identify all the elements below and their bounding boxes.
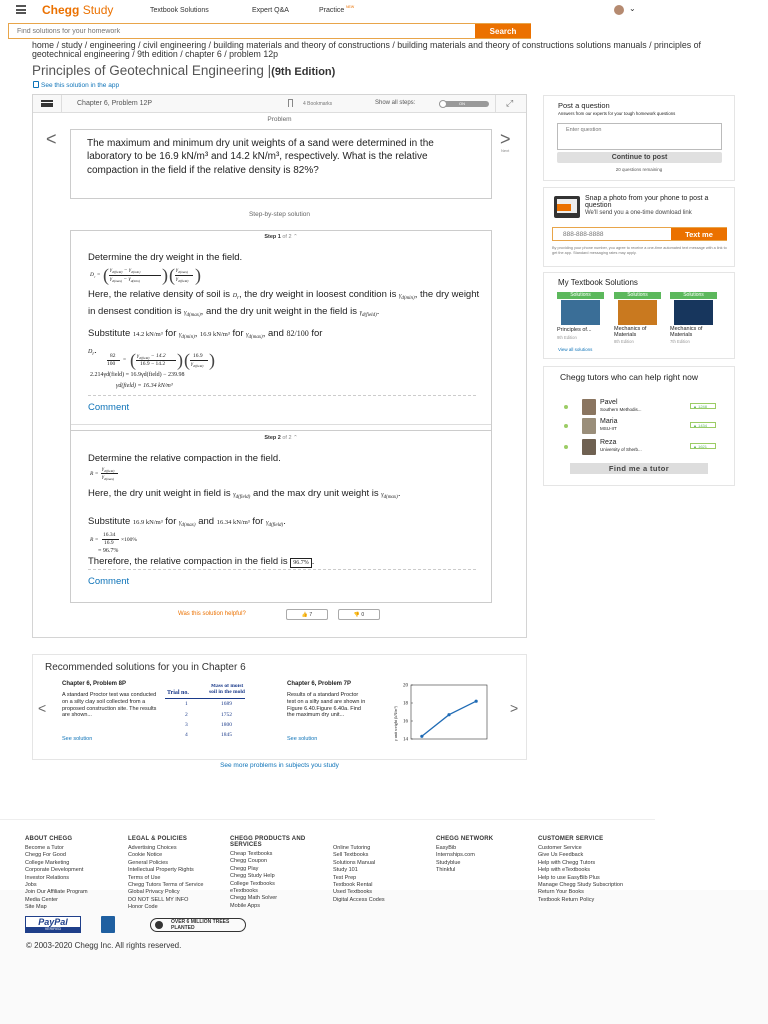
avatar	[582, 399, 596, 415]
tutor-row-reza[interactable]: Reza University of Sherb... ▲ 1621	[564, 439, 724, 457]
helpful-label: Was this solution helpful?	[178, 611, 246, 617]
footer-heading-spacer	[333, 836, 433, 842]
step-2-paragraph: Here, the dry unit weight in field is $\gamma_{d(field)}$ and the max dry unit weight is $\gamma_{d(max)}$.	[88, 488, 401, 501]
nav-textbook-solutions[interactable]: Textbook Solutions	[150, 7, 209, 14]
step-1-header[interactable]: Step 1 of 2 ⌃	[264, 234, 298, 240]
footer-link[interactable]: Give Us Feedback	[538, 852, 584, 859]
phone-app-icon	[554, 196, 580, 218]
step-2-substitute: Substitute 16.9 kN/m³ for $\gamma_{d(max)}$ and 16.34 kN/m³ for $\gamma_{d(field)}$.	[88, 516, 286, 529]
tutor-row-pavel[interactable]: Pavel Southern Methodis... ▲ 1248	[564, 399, 724, 417]
footer-link[interactable]: Help with Chegg Tutors	[538, 859, 596, 866]
post-title: Post a question	[558, 101, 610, 110]
snap-photo-panel	[543, 187, 735, 267]
problem-text: The maximum and minimum dry unit weights of a sand were determined in the laboratory to be 16.9 kN/m³ and 14.2 kN/m³, respectively. What is the relative compaction in the field if the relative density is 82%?	[87, 138, 434, 176]
footer-heading: CUSTOMER SERVICE	[538, 836, 604, 842]
textbook-card-1[interactable]: Solutions Principles of... 9th Edition	[557, 292, 604, 340]
step-1-paragraph: Here, the relative density of soil is $D_r$, the dry weight in loosest condition is $\gamma_{d(min)}$, the dry weight in densest condition is $\gamma_{d(max)}$, and the dry unit weight in the field is $\gamma_{d(field)}$.	[88, 289, 480, 319]
thumbs-up-icon: 👍	[301, 611, 309, 618]
step-1-comment[interactable]: Comment	[88, 402, 130, 413]
footer-col-network	[436, 836, 536, 875]
data-point	[447, 713, 450, 716]
footer-link[interactable]: Honor Code	[128, 904, 158, 911]
snap-subtitle: We'll send you a one-time download link	[585, 210, 692, 216]
solutions-badge: Solutions	[670, 292, 717, 299]
footer-link[interactable]: Advertising Choices	[128, 845, 177, 851]
data-point	[420, 735, 423, 738]
footer-link[interactable]: Join Our Affiliate Program	[25, 889, 88, 896]
rating-badge: ▲ 1621	[690, 443, 716, 449]
footer-link[interactable]: Thinkful	[436, 867, 456, 874]
footer-col-about	[25, 836, 125, 912]
search-bar	[8, 23, 531, 39]
tutor-row-maria[interactable]: Maria MSU-IIT ▲ 1434	[564, 418, 724, 436]
step-1-box: Step 1 of 2 ⌃ Determine the dry weight in the field. $D_r$ = ( $\gamma_{d(field)} - \gamma_{d(min)}$ $\gamma_{d(max)} - \gamma_{d(min)}$ ) ( $\gamma_{d(max)}$ $\gamma_{d(field)}$ ) Here, the relative density of soil is $D_r$, the dry weight in loosest condition is $\gamma_{d(min)}$, the dry weight in densest condition is $\gamma_{d(max)}$, and the dry unit weight in the field is $\gamma_{d(field)}$. Substitute 14.2 kN/m³ for $\gamma_{d(min)}$, 16.9 kN/m³ for $\gamma_{d(max)}$, and 82/100 for $D_r$. 82 100 = ( $\gamma_{d(field)} - 14.2$ 16.9 − 14.2 ) ( 16.9 $\gamma_{d(field)}$ ) 2.214γd(field) = 16.9γd(field) − 239.98 γd(field) = 16.34 kN/m³ Comment	[70, 230, 492, 431]
footer-link[interactable]: Test Prep	[333, 874, 357, 881]
footer-col-customer	[538, 836, 638, 904]
footer-divider	[0, 819, 655, 820]
footer-link[interactable]: Investor Relations	[25, 874, 70, 881]
next-arrow-icon[interactable]: >	[500, 129, 511, 149]
toolbar-divider	[61, 95, 62, 112]
search-input[interactable]	[9, 24, 469, 38]
online-dot-icon	[564, 424, 568, 428]
chart-frame	[411, 685, 487, 739]
footer-link[interactable]: Chegg Coupon	[230, 858, 268, 865]
breadcrumb: home / study / engineering / civil engineering / building materials and theory of constructions / building materials and theory of constructions solutions manuals / principles of geotechnical engineering / 9th edition / chapter 6 / problem 12p	[32, 40, 701, 59]
phone-input[interactable]	[553, 228, 665, 240]
avatar	[582, 418, 596, 434]
snap-legal: By providing your phone number, you agree to receive a one-time automated text message with a link to get the app. Standard messaging rates may apply.	[552, 246, 727, 255]
footer-link[interactable]: Customer Service	[538, 845, 582, 851]
post-question-panel	[543, 95, 735, 181]
footer-link[interactable]: Global Privacy Policy	[128, 889, 180, 896]
list-icon[interactable]	[41, 100, 53, 107]
footer-link[interactable]: Jobs	[25, 882, 37, 889]
rec-card-1-table: Trial no. Mass of moist soil in the mold 1 1689 2 1752 3 1800 4 1845	[167, 684, 245, 738]
show-all-label: Show all steps:	[375, 100, 416, 106]
book-cover	[561, 300, 600, 325]
my-textbook-panel	[543, 272, 735, 359]
chegg-logo[interactable]: Chegg Study	[42, 3, 114, 17]
nav-expert-qa[interactable]: Expert Q&A	[252, 7, 289, 14]
next-arrow-icon[interactable]: >	[510, 700, 519, 716]
footer-link[interactable]: Cookie Notice	[128, 852, 163, 859]
step-2-divider	[88, 569, 476, 570]
thumbs-down-button[interactable]: 👎 0	[338, 609, 380, 620]
expand-icon[interactable]: ⤢	[506, 98, 514, 108]
question-input[interactable]	[557, 123, 722, 150]
y-tick-label: 20	[403, 683, 408, 689]
chevron-down-icon[interactable]: ⌄	[629, 4, 636, 13]
toolbar-divider-right	[495, 95, 496, 112]
footer-link[interactable]: Digital Access Codes	[333, 896, 385, 903]
paypal-badge: PayPal VERIFIED	[25, 916, 81, 933]
problem-heading: Problem	[267, 116, 292, 123]
step-2-box: Step 2 of 2 ⌃ Determine the relative compaction in the field. R = $\gamma_{d(field)}$ $\gamma_{d(max)}$ Here, the dry unit weight in field is $\gamma_{d(field)}$ and the max dry unit weight is $\gamma_{d(max)}$. Substitute 16.9 kN/m³ for $\gamma_{d(max)}$ and 16.34 kN/m³ for $\gamma_{d(field)}$. R = 16.34 16.9 ×100% = 96.7% Therefore, the relative compaction in the field is 96.7% . Comment	[70, 431, 492, 603]
search-button[interactable]: Search	[475, 24, 531, 38]
footer-link[interactable]: College Textbooks	[230, 880, 275, 887]
chart-ylabel: γ unit weight (kN/m³)	[393, 706, 398, 741]
see-solution-link[interactable]: See solution	[62, 736, 93, 742]
bookmarks-count[interactable]: 4 Bookmarks	[303, 101, 333, 107]
thumbs-down-icon: 👎	[353, 611, 361, 618]
tutors-panel	[543, 366, 735, 486]
see-solution-link[interactable]: See solution	[287, 736, 318, 742]
rec-card-1-text: A standard Proctor test was conducted on a silty clay soil collected from a proposed construction site. The results are shown...	[62, 692, 157, 719]
view-all-solutions-link[interactable]: View all solutions	[558, 347, 593, 352]
step-1-title: Determine the dry weight in the field.	[88, 252, 243, 263]
rating-icon: ▲	[693, 423, 697, 428]
snap-title: Snap a photo from your phone to post a question	[585, 195, 709, 210]
footer-link[interactable]: Become a Tutor	[25, 845, 64, 851]
rating-icon: ▲	[693, 444, 697, 449]
step-by-step-heading: Step-by-step solution	[248, 211, 311, 218]
footer-link[interactable]: EasyBib	[436, 845, 457, 851]
nav-practice[interactable]: Practice	[319, 7, 345, 14]
footer-link[interactable]: Chegg Study Help	[230, 873, 275, 880]
online-dot-icon	[564, 445, 568, 449]
footer-link[interactable]: eTextbooks	[230, 888, 258, 895]
chapter-label: Chapter 6, Problem 12P	[77, 100, 153, 107]
avatar[interactable]	[614, 5, 624, 15]
eq-line-3: 2.214γd(field) = 16.9γd(field) − 239.98	[90, 372, 185, 378]
data-point	[475, 700, 478, 703]
footer-link[interactable]: Intellectual Property Rights	[128, 867, 194, 874]
y-tick-label: 18	[403, 701, 408, 707]
footer-heading: CHEGG NETWORK	[436, 836, 494, 842]
footer-col-products	[230, 836, 330, 910]
bookmark-icon[interactable]	[288, 99, 293, 107]
show-all-toggle[interactable]: ON	[439, 101, 489, 107]
footer-link[interactable]: Corporate Development	[25, 867, 84, 874]
y-tick-label: 14	[403, 737, 408, 743]
text-me-button[interactable]: Text me	[671, 228, 727, 240]
footer-link[interactable]: Solutions Manual	[333, 859, 376, 866]
step-2-title: Determine the relative compaction in the field.	[88, 453, 281, 464]
my-textbook-title: My Textbook Solutions	[558, 278, 638, 287]
book-cover	[618, 300, 657, 325]
tree-icon	[155, 921, 163, 929]
step-2-conclusion: Therefore, the relative compaction in the field is 96.7% .	[88, 556, 315, 567]
textbook-card-2[interactable]: Solutions Mechanics of Materials 8th Edition	[614, 292, 661, 344]
questions-remaining: 20 questions remaining	[615, 167, 663, 172]
step-1-divider	[88, 395, 476, 396]
footer-heading: LEGAL & POLICIES	[128, 836, 188, 842]
r-result: = 96.7%	[98, 548, 119, 554]
solutions-badge: Solutions	[557, 292, 604, 299]
step-1-substitute: Substitute 14.2 kN/m³ for $\gamma_{d(min)}$, 16.9 kN/m³ for $\gamma_{d(max)}$, and 82/100 for $D_r$.	[88, 328, 323, 358]
recommended-panel	[32, 654, 527, 760]
continue-to-post-button[interactable]: Continue to post	[557, 152, 722, 163]
trees-badge: OVER 6 MILLION TREES PLANTED	[150, 918, 246, 932]
online-dot-icon	[564, 405, 568, 409]
footer-link[interactable]: Cheap Textbooks	[230, 851, 273, 857]
see-more-link[interactable]: See more problems in subjects you study	[220, 762, 339, 769]
rec-card-1[interactable]: Chapter 6, Problem 8P A standard Proctor test was conducted on a silty clay soil collected from a proposed construction site. The results are shown... See solution Trial no. Mass of moist soil in the mold 1 1689 2 1752 3 1800 4 1845	[62, 681, 245, 742]
footer-link[interactable]: General Policies	[128, 859, 169, 866]
find-tutor-button[interactable]: Find me a tutor	[570, 463, 708, 474]
footer-link[interactable]: College Marketing	[25, 859, 70, 866]
footer-link[interactable]: DO NOT SELL MY INFO	[128, 896, 189, 903]
footer-link[interactable]: Return Your Books	[538, 889, 584, 896]
footer-link[interactable]: Chegg Tutors Terms of Service	[128, 882, 204, 889]
footer-link[interactable]: Mobile Apps	[230, 902, 260, 909]
rec-card-2-text: Results of a standard Proctor test on a silty sand are shown in Figure 6.40.Figure 6.40a. Find the maximum dry unit...	[287, 692, 366, 719]
rating-badge: ▲ 1434	[690, 422, 716, 428]
solution-panel	[32, 94, 527, 638]
answer-box: 96.7%	[290, 558, 312, 568]
rec-card-2-chart	[389, 681, 494, 743]
footer-link[interactable]: Chegg Math Solver	[230, 895, 278, 902]
book-cover	[674, 300, 713, 325]
footer-link[interactable]: Sell Textbooks	[333, 852, 369, 859]
footer-link[interactable]: Terms of Use	[128, 874, 161, 881]
post-subtitle: Answers from our experts for your tough homework questions	[558, 111, 676, 116]
step-1-bottom-line	[71, 424, 491, 425]
avatar	[582, 439, 596, 455]
chevron-up-icon: ⌃	[293, 234, 298, 240]
footer-heading: ABOUT CHEGG	[25, 836, 73, 842]
footer-link[interactable]: Help to use EasyBib Plus	[538, 874, 600, 881]
footer-col-products-2	[333, 836, 433, 904]
solutions-badge: Solutions	[614, 292, 661, 299]
new-badge: NEW	[346, 5, 355, 9]
footer-link[interactable]: Used Textbooks	[333, 889, 373, 896]
bbb-badge	[101, 916, 115, 933]
tutors-title: Chegg tutors who can help right now	[560, 372, 698, 382]
prev-arrow-icon[interactable]: <	[46, 129, 57, 149]
page-title: Principles of Geotechnical Engineering |(9th Edition)	[32, 63, 336, 78]
copyright: © 2003-2020 Chegg Inc. All rights reserved.	[26, 941, 182, 950]
toggle-knob	[439, 100, 447, 108]
footer-link[interactable]: Chegg Play	[230, 865, 259, 872]
footer-link[interactable]: Studyblue	[436, 859, 461, 866]
prev-arrow-icon[interactable]: <	[38, 700, 47, 716]
next-label[interactable]: Next	[501, 148, 510, 153]
footer-link[interactable]: Site Map	[25, 904, 47, 911]
footer-link[interactable]: Internships.com	[436, 852, 475, 859]
series-line	[422, 701, 476, 736]
top-header	[0, 0, 768, 22]
footer-link[interactable]: Textbook Rental	[333, 882, 373, 889]
y-tick-label: 16	[403, 719, 408, 725]
menu-icon[interactable]	[16, 5, 26, 14]
problem-box	[70, 129, 492, 199]
phone-field	[552, 227, 727, 241]
solution-toolbar	[33, 95, 526, 113]
rec-card-2[interactable]: Chapter 6, Problem 7P Results of a standard Proctor test on a silty sand are shown in Figure 6.40.Figure 6.40a. Find the maximum dry unit... See solution γ unit weight (kN/m³) 20 18 16 14	[286, 681, 501, 746]
footer-heading: CHEGG PRODUCTS AND SERVICES	[230, 836, 306, 848]
phone-icon	[33, 81, 39, 88]
rating-badge: ▲ 1248	[690, 403, 716, 409]
recommended-title: Recommended solutions for you in Chapter 6	[45, 662, 246, 673]
footer-link[interactable]: Online Tutoring	[333, 845, 371, 851]
footer-link[interactable]: Textbook Return Policy	[538, 896, 595, 903]
chevron-up-icon: ⌃	[293, 435, 298, 441]
eq-line-4: γd(field) = 16.34 kN/m³	[116, 383, 173, 389]
step-2-header[interactable]: Step 2 of 2 ⌃	[264, 435, 298, 441]
footer-link[interactable]: Help with eTextbooks	[538, 867, 590, 874]
footer-link[interactable]: Study 101	[333, 867, 358, 874]
footer-link[interactable]: Manage Chegg Study Subscription	[538, 882, 623, 889]
rating-icon: ▲	[693, 404, 697, 409]
footer-link[interactable]: Chegg For Good	[25, 852, 66, 859]
thumbs-up-button[interactable]: 👍 7	[286, 609, 328, 620]
app-link[interactable]: See this solution in the app	[33, 81, 119, 89]
textbook-card-3[interactable]: Solutions Mechanics of Materials 7th Edition	[670, 292, 717, 344]
footer-link[interactable]: Media Center	[25, 896, 59, 903]
step-2-comment[interactable]: Comment	[88, 576, 130, 587]
footer-col-legal	[128, 836, 228, 912]
